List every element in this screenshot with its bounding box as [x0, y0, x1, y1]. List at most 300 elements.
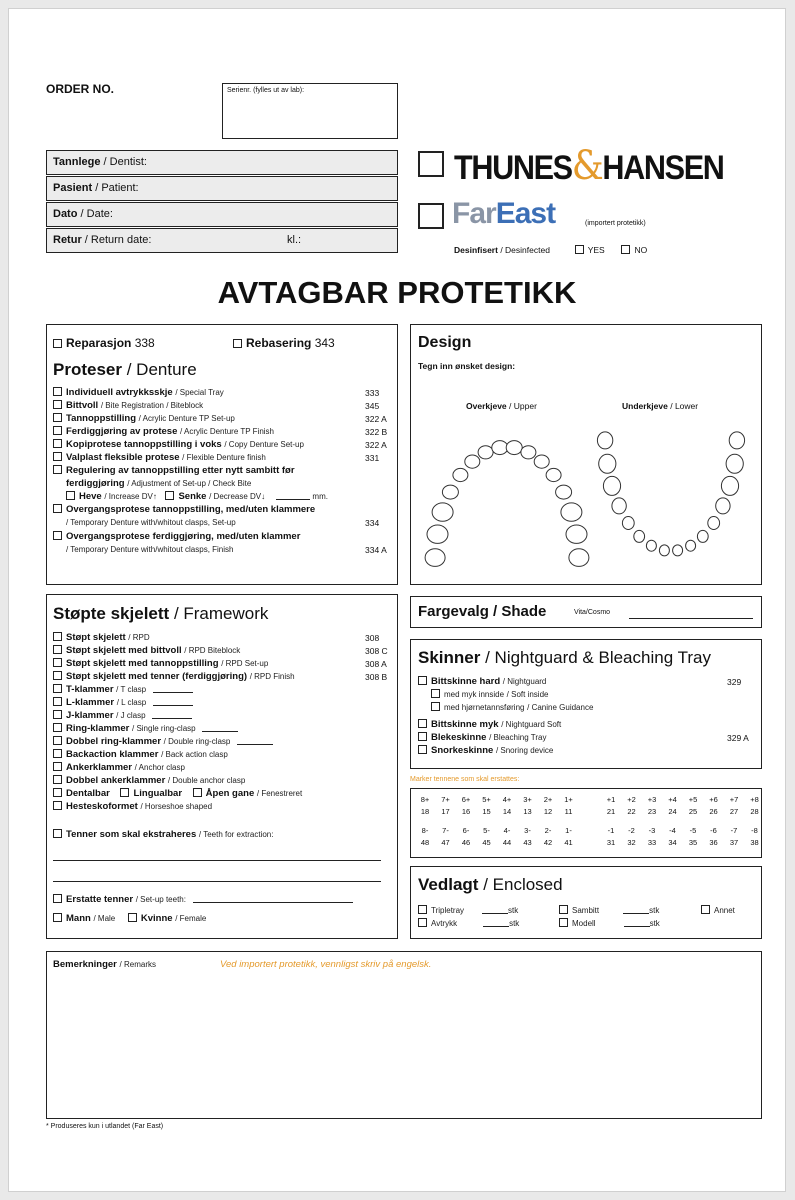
clasp-item[interactable] [53, 762, 185, 774]
clasp-item[interactable] [53, 775, 245, 787]
tooth-outline [646, 540, 656, 551]
tooth-number[interactable]: 1- [565, 826, 572, 835]
item-code: 308 C [365, 646, 388, 656]
denture-item[interactable] [53, 413, 235, 425]
clasp-label-en: / Anchor clasp [134, 763, 185, 772]
lower-label-en: / Lower [670, 401, 699, 411]
tooth-number[interactable]: 13 [523, 807, 532, 816]
repair-code: 338 [134, 336, 155, 350]
tooth-outline [521, 446, 536, 459]
tooth-outline [442, 485, 458, 499]
item-label-en: / RPD Biteblock [184, 646, 241, 655]
extraction-input-line-1[interactable] [53, 860, 381, 861]
tooth-number[interactable]: -4 [669, 826, 676, 835]
item-label-en: / Copy Denture Set-up [224, 440, 304, 449]
tooth-number[interactable]: 18 [420, 807, 430, 816]
tooth-number[interactable]: 5- [483, 826, 490, 835]
tooth-outline [634, 530, 645, 542]
nightguard-section [410, 639, 762, 769]
framework-item[interactable] [53, 645, 240, 657]
bite-label: Sambitt [572, 906, 600, 915]
tooth-number[interactable]: 38 [750, 838, 759, 847]
tooth-number[interactable]: 3- [524, 826, 531, 835]
open-palate-label: Åpen gane [205, 788, 255, 799]
tooth-number[interactable]: 41 [564, 838, 573, 847]
female-label-en: / Female [175, 914, 207, 923]
denture-heading-en: / Denture [126, 360, 197, 379]
tooth-number[interactable]: -7 [730, 826, 738, 835]
raise-lower-row [66, 491, 328, 503]
tooth-outline [721, 476, 738, 495]
item-label: Kopiprotese tannoppstilling i voks [66, 439, 222, 450]
tooth-number[interactable]: 33 [647, 838, 657, 847]
tooth-number[interactable]: 25 [688, 807, 698, 816]
clasp-input[interactable] [202, 731, 238, 732]
item-code: 322 A [365, 414, 387, 424]
tooth-number[interactable]: 15 [482, 807, 491, 816]
item-code: 308 B [365, 672, 388, 682]
raise-label-en: / Increase DV↑ [104, 492, 157, 501]
lower-arch-icon [597, 432, 744, 556]
tooth-number[interactable]: 8+ [420, 795, 430, 804]
dentalbar-checkbox[interactable] [53, 788, 62, 797]
tooth-number[interactable]: 32 [627, 838, 636, 847]
tooth-outline [556, 485, 572, 499]
lower-label: Underkjeve [622, 401, 668, 411]
tooth-number[interactable]: +4 [668, 795, 677, 804]
framework-item[interactable] [53, 671, 295, 683]
repair-label: Reparasjon [66, 336, 132, 350]
patient-label-en: / Patient: [95, 182, 139, 194]
enclosed-tripletray[interactable] [418, 905, 518, 917]
denture-item[interactable] [53, 387, 224, 399]
tooth-outline [622, 517, 634, 530]
tooth-number[interactable]: +8 [750, 795, 759, 804]
pcs-label: stk [649, 906, 660, 915]
item-label-en: / Acrylic Denture TP Finish [180, 427, 274, 436]
tooth-number[interactable]: 35 [688, 838, 698, 847]
clasp-item[interactable] [53, 710, 192, 722]
male-checkbox[interactable] [53, 913, 62, 922]
temp-setup-label: Overgangsprotese tannoppstilling, med/uten klammere [66, 504, 316, 515]
tripletray-label: Tripletray [431, 906, 465, 915]
tooth-number[interactable]: +2 [627, 795, 636, 804]
serial-number-box[interactable] [222, 83, 398, 139]
tooth-number[interactable]: 26 [709, 807, 718, 816]
enclosed-heading-en: / Enclosed [483, 875, 563, 894]
tooth-number[interactable]: 44 [502, 838, 512, 847]
female-label: Kvinne [140, 913, 173, 924]
tooth-number[interactable]: 8- [421, 826, 429, 835]
clasp-item[interactable] [53, 723, 238, 735]
tooth-number[interactable]: -6 [710, 826, 717, 835]
canine-guidance-row[interactable] [431, 702, 593, 714]
tooth-number[interactable]: 14 [502, 807, 512, 816]
tooth-outline [729, 432, 744, 449]
tooth-number[interactable]: 45 [482, 838, 491, 847]
enclosed-model[interactable] [559, 918, 660, 930]
replace-teeth-row[interactable] [53, 894, 353, 906]
fareast-logo [452, 197, 555, 231]
raise-label: Heve [79, 491, 102, 502]
temp-setup-row[interactable] [53, 504, 315, 516]
tooth-number[interactable]: 47 [441, 838, 450, 847]
logo-hansen: HANSEN [602, 149, 724, 187]
framework-section [46, 594, 398, 939]
denture-item[interactable] [53, 439, 304, 451]
logo-east: East [495, 197, 556, 230]
horseshoe-label: Hesteskoformet [66, 801, 138, 812]
tooth-number[interactable]: 2- [544, 826, 552, 835]
canine-label: med hjørnetannsføring [444, 703, 525, 712]
clasp-label-en: / L clasp [116, 698, 147, 707]
nightguard-heading-en: / Nightguard & Bleaching Tray [485, 648, 711, 667]
male-label-en: / Male [93, 914, 116, 923]
tooth-number[interactable]: 7- [442, 826, 449, 835]
tooth-outline [697, 530, 708, 542]
tooth-number[interactable]: 17 [441, 807, 450, 816]
tooth-outline [453, 468, 468, 481]
tooth-number[interactable]: 6+ [461, 795, 471, 804]
tooth-number[interactable]: -1 [607, 826, 615, 835]
tooth-outline [612, 498, 626, 514]
shade-heading: Fargevalg / Shade [418, 603, 547, 620]
tooth-number[interactable]: 27 [729, 807, 739, 816]
tooth-number[interactable]: -2 [628, 826, 635, 835]
denture-item[interactable] [53, 452, 266, 464]
tooth-number[interactable]: 12 [543, 807, 553, 816]
bleaching-code: 329 A [727, 733, 749, 743]
tooth-number[interactable]: 1+ [564, 795, 573, 804]
item-label: Støpt skjelett med bittvoll [66, 645, 182, 656]
tooth-outline [673, 545, 683, 556]
tooth-number[interactable]: 4- [503, 826, 511, 835]
shade-section [410, 596, 762, 628]
soft-inside-row[interactable] [431, 689, 548, 701]
tooth-outline [566, 525, 587, 543]
adjust-setup-row[interactable] [53, 465, 295, 477]
date-field[interactable] [46, 202, 398, 227]
clasp-label-en: / Double ring-clasp [163, 737, 231, 746]
enclosed-heading-no: Vedlagt [418, 875, 479, 894]
tooth-number[interactable]: 22 [627, 807, 636, 816]
tooth-outline [599, 454, 616, 473]
tooth-outline [597, 432, 612, 449]
male-label: Mann [66, 913, 91, 924]
tooth-number[interactable]: 7+ [441, 795, 450, 804]
item-label: Støpt skjelett med tannoppstilling [66, 658, 219, 669]
clasp-input[interactable] [237, 744, 273, 745]
item-code: 331 [365, 453, 380, 463]
model-label: Modell [572, 919, 596, 928]
tooth-number[interactable]: 37 [729, 838, 739, 847]
framework-heading-no: Støpte skjelett [53, 604, 170, 623]
tooth-number[interactable]: 36 [709, 838, 718, 847]
adjust-setup-row-2 [66, 478, 251, 490]
framework-heading [53, 604, 268, 624]
item-label: Valplast fleksible protese [66, 452, 180, 463]
tooth-number[interactable]: +3 [647, 795, 657, 804]
female-checkbox[interactable] [128, 913, 137, 922]
clasp-item[interactable] [53, 736, 273, 748]
tooth-number[interactable]: 4+ [502, 795, 512, 804]
tooth-outline [534, 455, 549, 468]
snoring-device-row[interactable] [418, 745, 553, 757]
order-form-sheet [8, 8, 786, 1192]
tooth-number[interactable]: 5+ [482, 795, 491, 804]
item-label: Støpt skjelett [66, 632, 126, 643]
remarks-label: Bemerkninger [53, 959, 117, 970]
tooth-outline [716, 498, 730, 514]
no-label: NO [634, 245, 648, 255]
tooth-outline [569, 549, 589, 567]
raise-checkbox[interactable] [66, 491, 75, 500]
tooth-number[interactable]: -3 [648, 826, 656, 835]
serial-number-label: Serienr. (fylles ut av lab): [227, 87, 305, 94]
patient-label: Pasient [53, 182, 93, 194]
time-label: kl.: [287, 234, 302, 246]
tooth-outline [546, 468, 561, 481]
snoring-label-en: / Snoring device [495, 746, 554, 755]
lingualbar-label: Lingualbar [133, 788, 183, 799]
tooth-number[interactable]: 34 [668, 838, 677, 847]
repair-row[interactable] [53, 337, 155, 349]
item-label: Bittvoll [66, 400, 99, 411]
clasp-item[interactable] [53, 749, 228, 761]
horseshoe-label-en: / Horseshoe shaped [140, 802, 213, 811]
tooth-number[interactable]: 6- [462, 826, 470, 835]
extraction-label-en: / Teeth for extraction: [198, 830, 274, 839]
shade-input[interactable] [629, 618, 753, 619]
tooth-number[interactable]: 3+ [523, 795, 532, 804]
item-label: Ferdiggjøring av protese [66, 426, 178, 437]
item-label-en: / Bite Registration / Biteblock [100, 401, 204, 410]
nightguard-hard-row[interactable] [418, 676, 546, 688]
logo-ampersand: & [571, 143, 603, 189]
tooth-number[interactable]: 48 [420, 838, 430, 847]
logo-far: Far [452, 197, 496, 230]
clasp-label-en: / Back action clasp [161, 750, 228, 759]
clasp-input[interactable] [152, 718, 192, 719]
tooth-number[interactable]: 24 [668, 807, 677, 816]
denture-item[interactable] [53, 426, 274, 438]
lingualbar-checkbox[interactable] [120, 788, 129, 797]
clasp-item[interactable] [53, 684, 193, 696]
impression-label: Avtrykk [431, 919, 458, 928]
tooth-number[interactable]: 2+ [543, 795, 553, 804]
soft-inside-label-en: / Soft inside [506, 690, 549, 699]
adjust-label: Regulering av tannoppstilling etter nytt sambitt før [66, 465, 295, 476]
tooth-number[interactable]: 31 [606, 838, 616, 847]
bleaching-label-en: / Bleaching Tray [489, 733, 547, 742]
tooth-outline [561, 503, 582, 521]
tooth-number[interactable]: +5 [688, 795, 698, 804]
clasp-label: Backaction klammer [66, 749, 159, 760]
replace-label: Erstatte tenner [66, 894, 134, 905]
extraction-row[interactable] [53, 829, 273, 841]
tooth-outline [465, 455, 480, 468]
clasp-label-en: / J clasp [116, 711, 146, 720]
nightguard-soft-label: Bittskinne myk [431, 719, 499, 730]
snoring-label: Snorkeskinne [431, 745, 494, 756]
tooth-outline [506, 441, 522, 455]
tooth-number[interactable]: 21 [606, 807, 616, 816]
clasp-label: Ring-klammer [66, 723, 130, 734]
temp-setup-code: 334 [365, 518, 380, 528]
return-label-en: / Return date: [84, 234, 152, 246]
clasp-label: J-klammer [66, 710, 114, 721]
enclosed-impression[interactable] [418, 918, 519, 930]
item-label: Tannoppstilling [66, 413, 137, 424]
item-code: 322 B [365, 427, 388, 437]
other-label: Annet [714, 906, 735, 915]
nightguard-soft-label-en: / Nightguard Soft [501, 720, 562, 729]
gender-row [53, 913, 206, 925]
item-label-en: / RPD [128, 633, 150, 642]
tooth-outline [686, 540, 696, 551]
replace-teeth-input[interactable] [193, 902, 353, 903]
temp-finish-row[interactable] [53, 531, 300, 543]
remarks-label-row [53, 959, 156, 971]
upper-jaw-label [466, 401, 537, 411]
dentalbar-label: Dentalbar [66, 788, 110, 799]
canine-label-en: / Canine Guidance [527, 703, 594, 712]
clasp-label: Dobbel ankerklammer [66, 775, 166, 786]
temp-finish-row-en [66, 544, 233, 556]
pcs-label: stk [508, 906, 519, 915]
tooth-outline [478, 446, 493, 459]
item-code: 333 [365, 388, 380, 398]
footnote: * Produseres kun i utlandet (Far East) [46, 1123, 164, 1130]
nightguard-heading [418, 648, 711, 668]
disinfected-no-checkbox[interactable] [621, 245, 630, 254]
reline-code: 343 [314, 336, 335, 350]
fareast-checkbox[interactable] [418, 203, 444, 229]
tooth-outline [432, 503, 453, 521]
reline-row[interactable] [233, 337, 335, 349]
thunes-hansen-checkbox[interactable] [418, 151, 444, 177]
tooth-number[interactable]: +7 [729, 795, 739, 804]
horseshoe-row[interactable] [53, 801, 212, 813]
mm-input[interactable] [276, 499, 310, 500]
nightguard-heading-no: Skinner [418, 648, 481, 667]
framework-item[interactable] [53, 658, 268, 670]
item-label-en: / Special Tray [175, 388, 224, 397]
denture-heading-no: Proteser [53, 360, 122, 379]
nightguard-hard-label: Bittskinne hard [431, 676, 501, 687]
patient-info-block [46, 150, 398, 254]
teeth-grid [411, 789, 759, 855]
tooth-outline [708, 517, 720, 530]
lower-label: Senke [178, 491, 207, 502]
tooth-outline [492, 441, 508, 455]
tooth-number[interactable]: 43 [523, 838, 532, 847]
clasp-label: Dobbel ring-klammer [66, 736, 162, 747]
tooth-number[interactable]: 28 [750, 807, 759, 816]
tooth-number[interactable]: +6 [709, 795, 718, 804]
temp-finish-code: 334 A [365, 545, 387, 555]
enclosed-bite[interactable] [559, 905, 659, 917]
extraction-label: Tenner som skal ekstraheres [66, 829, 197, 840]
upper-label: Overkjeve [466, 401, 507, 411]
disinfected-label: Desinfisert [454, 245, 498, 255]
tooth-number[interactable]: 42 [543, 838, 553, 847]
upper-label-en: / Upper [509, 401, 537, 411]
date-label: Dato [53, 208, 78, 220]
teeth-chart-caption: Marker tennene som skal erstattes: [410, 776, 520, 783]
bleaching-label: Blekeskinne [431, 732, 487, 743]
item-code: 308 A [365, 659, 387, 669]
open-palate-label-en: / Fenestreret [256, 789, 303, 798]
open-palate-checkbox[interactable] [193, 788, 202, 797]
denture-item[interactable] [53, 400, 203, 412]
date-label-en: / Date: [80, 208, 113, 220]
adjust-label-2: ferdiggjøring [66, 478, 125, 489]
item-label-en: / Acrylic Denture TP Set-up [138, 414, 235, 423]
lower-checkbox[interactable] [165, 491, 174, 500]
tooth-outline [427, 525, 448, 543]
dental-arch-drawing[interactable] [419, 425, 755, 575]
clasp-input[interactable] [153, 705, 193, 706]
disinfected-label-en: / Desinfected [500, 245, 550, 255]
tooth-number[interactable]: -8 [751, 826, 758, 835]
remarks-section[interactable] [46, 951, 762, 1119]
clasp-item[interactable] [53, 697, 193, 709]
bar-type-row [53, 788, 302, 800]
lower-label-en: / Decrease DV↓ [209, 492, 266, 501]
enclosed-heading [418, 875, 563, 895]
clasp-label-en: / Single ring-clasp [132, 724, 196, 733]
tooth-number[interactable]: 46 [461, 838, 471, 847]
adjust-label-en: / Adjustment of Set-up / Check Bite [127, 479, 252, 488]
tooth-number[interactable]: 16 [461, 807, 471, 816]
remarks-note: Ved importert protetikk, vennligst skriv på engelsk. [220, 959, 432, 970]
pcs-label: stk [649, 919, 660, 928]
return-date-field[interactable] [46, 228, 398, 253]
page-title: AVTAGBAR PROTETIKK [217, 275, 577, 310]
item-label-en: / RPD Set-up [221, 659, 269, 668]
clasp-label: L-klammer [66, 697, 115, 708]
teeth-chart[interactable] [410, 788, 762, 858]
temp-finish-label-en: / Temporary Denture with/whitout clasps, Finish [66, 545, 234, 554]
temp-setup-label-en: / Temporary Denture with/whitout clasps, Set-up [66, 518, 236, 527]
enclosed-other[interactable] [701, 905, 735, 917]
extraction-input-line-2[interactable] [53, 881, 381, 882]
nightguard-soft-row[interactable] [418, 719, 561, 731]
item-code: 345 [365, 401, 380, 411]
reline-label: Rebasering [246, 336, 312, 350]
patient-field[interactable] [46, 176, 398, 201]
yes-label: YES [587, 245, 605, 255]
item-label-en: / RPD Finish [249, 672, 295, 681]
denture-section [46, 324, 398, 585]
denture-heading [53, 360, 197, 380]
lower-jaw-label [622, 401, 698, 411]
tooth-number[interactable]: 11 [564, 807, 573, 816]
framework-item[interactable] [53, 632, 150, 644]
item-code: 308 [365, 633, 380, 643]
dentist-label: Tannlege [53, 156, 101, 168]
disinfected-yes-checkbox[interactable] [575, 245, 584, 254]
tooth-number[interactable]: -5 [689, 826, 697, 835]
clasp-input[interactable] [153, 692, 193, 693]
imported-prosthetics-note: (importert protetikk) [585, 220, 646, 227]
dentist-field[interactable] [46, 150, 398, 175]
tooth-number[interactable]: +1 [606, 795, 616, 804]
order-no-label: ORDER NO. [46, 82, 115, 96]
bleaching-tray-row[interactable] [418, 732, 546, 744]
tooth-number[interactable]: 23 [647, 807, 657, 816]
